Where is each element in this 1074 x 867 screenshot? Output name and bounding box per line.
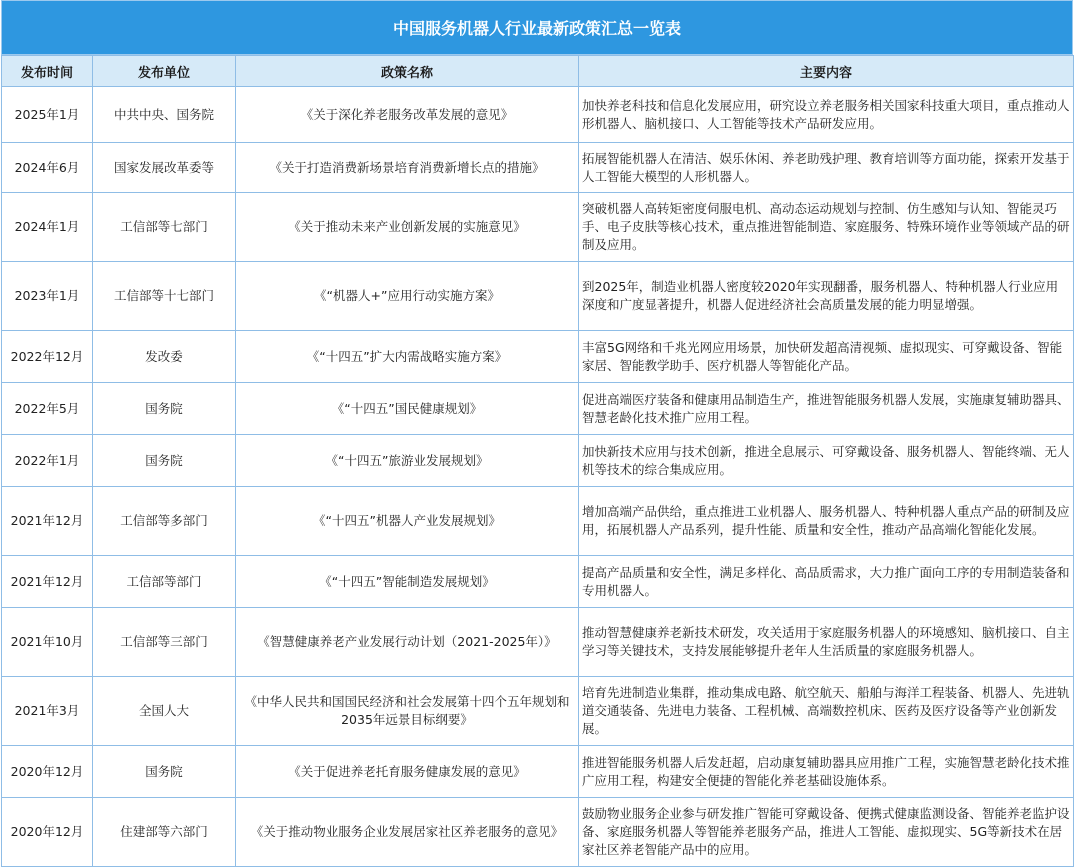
column-header-date: 发布时间 — [2, 56, 93, 87]
column-header-policy: 政策名称 — [236, 56, 579, 87]
cell-policy: 《关于推动物业服务企业发展居家社区养老服务的意见》 — [236, 798, 579, 867]
cell-date: 2021年3月 — [2, 677, 93, 746]
cell-policy: 《关于推动未来产业创新发展的实施意见》 — [236, 193, 579, 262]
cell-date: 2021年12月 — [2, 556, 93, 608]
cell-date: 2022年1月 — [2, 435, 93, 487]
cell-date: 2023年1月 — [2, 262, 93, 331]
cell-content: 鼓励物业服务企业参与研发推广智能可穿戴设备、便携式健康监测设备、智能养老监护设备、家庭服务机器人等智能养老服务产品，推进人工智能、虚拟现实、5G等新技术在居家社区养老智能产品中的应用。 — [579, 798, 1074, 867]
table-row — [2, 87, 1074, 143]
table-row — [2, 556, 1074, 608]
cell-policy: 《“十四五”旅游业发展规划》 — [236, 435, 579, 487]
cell-date: 2024年1月 — [2, 193, 93, 262]
cell-content: 到2025年，制造业机器人密度较2020年实现翻番，服务机器人、特种机器人行业应用深度和广度显著提升，机器人促进经济社会高质量发展的能力明显增强。 — [579, 262, 1074, 331]
column-header-content: 主要内容 — [579, 56, 1074, 87]
cell-content: 推动智慧健康养老新技术研发，攻关适用于家庭服务机器人的环境感知、脑机接口、自主学习等关键技术，支持发展能够提升老年人生活质量的家庭服务机器人。 — [579, 608, 1074, 677]
cell-date: 2024年6月 — [2, 143, 93, 193]
cell-org: 国务院 — [93, 746, 236, 798]
cell-org: 住建部等六部门 — [93, 798, 236, 867]
cell-content: 促进高端医疗装备和健康用品制造生产，推进智能服务机器人发展，实施康复辅助器具、智慧老龄化技术推广应用工程。 — [579, 383, 1074, 435]
cell-date: 2020年12月 — [2, 746, 93, 798]
policy-table — [1, 55, 1074, 867]
cell-content: 加快养老科技和信息化发展应用，研究设立养老服务相关国家科技重大项目，重点推动人形机器人、脑机接口、人工智能等技术产品研发应用。 — [579, 87, 1074, 143]
cell-policy: 《“十四五”机器人产业发展规划》 — [236, 487, 579, 556]
cell-policy: 《中华人民共和国国民经济和社会发展第十四个五年规划和2035年远景目标纲要》 — [236, 677, 579, 746]
cell-org: 工信部等十七部门 — [93, 262, 236, 331]
cell-content: 提高产品质量和安全性，满足多样化、高品质需求，大力推广面向工序的专用制造装备和专用机器人。 — [579, 556, 1074, 608]
cell-policy: 《关于促进养老托育服务健康发展的意见》 — [236, 746, 579, 798]
cell-content: 丰富5G网络和千兆光网应用场景，加快研发超高清视频、虚拟现实、可穿戴设备、智能家居、智能教学助手、医疗机器人等智能化产品。 — [579, 331, 1074, 383]
cell-org: 国务院 — [93, 383, 236, 435]
table-title: 中国服务机器人行业最新政策汇总一览表 — [1, 0, 1073, 55]
table-row — [2, 193, 1074, 262]
cell-org: 工信部等部门 — [93, 556, 236, 608]
cell-policy: 《“十四五”国民健康规划》 — [236, 383, 579, 435]
table-row — [2, 798, 1074, 867]
cell-content: 推进智能服务机器人后发赶超，启动康复辅助器具应用推广工程，实施智慧老龄化技术推广应用工程，构建安全便捷的智能化养老基础设施体系。 — [579, 746, 1074, 798]
cell-policy: 《智慧健康养老产业发展行动计划（2021-2025年）》 — [236, 608, 579, 677]
cell-content: 拓展智能机器人在清洁、娱乐休闲、养老助残护理、教育培训等方面功能，探索开发基于人工智能大模型的人形机器人。 — [579, 143, 1074, 193]
cell-date: 2022年12月 — [2, 331, 93, 383]
cell-date: 2020年12月 — [2, 798, 93, 867]
cell-date: 2022年5月 — [2, 383, 93, 435]
cell-content: 增加高端产品供给，重点推进工业机器人、服务机器人、特种机器人重点产品的研制及应用，拓展机器人产品系列，提升性能、质量和安全性，推动产品高端化智能化发展。 — [579, 487, 1074, 556]
table-row — [2, 331, 1074, 383]
cell-date: 2021年12月 — [2, 487, 93, 556]
cell-org: 工信部等多部门 — [93, 487, 236, 556]
cell-org: 全国人大 — [93, 677, 236, 746]
table-row — [2, 383, 1074, 435]
cell-org: 国家发展改革委等 — [93, 143, 236, 193]
table-row — [2, 487, 1074, 556]
table-row — [2, 608, 1074, 677]
cell-date: 2025年1月 — [2, 87, 93, 143]
table-row — [2, 262, 1074, 331]
cell-org: 中共中央、国务院 — [93, 87, 236, 143]
cell-org: 国务院 — [93, 435, 236, 487]
cell-policy: 《关于打造消费新场景培育消费新增长点的措施》 — [236, 143, 579, 193]
header-row — [2, 56, 1074, 87]
table-row — [2, 677, 1074, 746]
cell-date: 2021年10月 — [2, 608, 93, 677]
column-header-org: 发布单位 — [93, 56, 236, 87]
cell-content: 加快新技术应用与技术创新，推进全息展示、可穿戴设备、服务机器人、智能终端、无人机等技术的综合集成应用。 — [579, 435, 1074, 487]
table-row — [2, 746, 1074, 798]
policy-table-container — [1, 0, 1073, 867]
cell-policy: 《关于深化养老服务改革发展的意见》 — [236, 87, 579, 143]
table-row — [2, 143, 1074, 193]
cell-org: 工信部等三部门 — [93, 608, 236, 677]
cell-policy: 《“十四五”智能制造发展规划》 — [236, 556, 579, 608]
table-row — [2, 435, 1074, 487]
cell-org: 工信部等七部门 — [93, 193, 236, 262]
cell-org: 发改委 — [93, 331, 236, 383]
cell-policy: 《“十四五”扩大内需战略实施方案》 — [236, 331, 579, 383]
cell-content: 培育先进制造业集群，推动集成电路、航空航天、船舶与海洋工程装备、机器人、先进轨道交通装备、先进电力装备、工程机械、高端数控机床、医药及医疗设备等产业创新发展。 — [579, 677, 1074, 746]
cell-content: 突破机器人高转矩密度伺服电机、高动态运动规划与控制、仿生感知与认知、智能灵巧手、电子皮肤等核心技术，重点推进智能制造、家庭服务、特殊环境作业等领域产品的研制及应用。 — [579, 193, 1074, 262]
cell-policy: 《“机器人+”应用行动实施方案》 — [236, 262, 579, 331]
